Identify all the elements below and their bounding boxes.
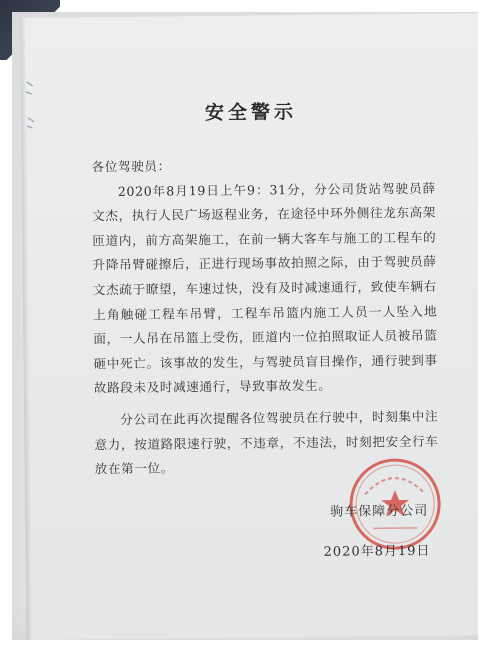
paragraph-incident: 2020年8月19日上午9：31分，分公司货站驾驶员薛文杰，执行人民广场返程业务，在途径中环外侧往龙东高架匝道内，前方高架施工，在前一辆大客车与施工的工程车的升降吊臂碰擦后，正进行现场事故拍照之际，由于驾驶员薛文杰疏于瞭望，车速过快，没有及时减速通行，致使车辆右上角触碰工程车吊臂，工程车吊篮内施工人员一人坠入地面，一人吊在吊篮上受伤，匝道内一位拍照取证人员被吊篮砸中死亡。该事故的发生，与驾驶员盲目操作，通行驶到事故路段未及时减速通行，导致事故发生。 — [91, 180, 438, 396]
paragraph-reminder: 分公司在此再次提醒各位驾驶员在行驶中，时刻集中注意力，按道路限速行驶，不违章，不违法，时刻把安全行车放在第一位。 — [94, 408, 439, 477]
salutation: 各位驾驶员： — [91, 158, 171, 175]
document-title: 安全警示 — [204, 101, 298, 125]
photo-frame — [12, 12, 478, 640]
document-body — [91, 152, 438, 482]
signature-org: 驹车保障分公司 — [330, 503, 429, 520]
paper-sheet — [20, 13, 478, 640]
signature-date: 2020年8月19日 — [323, 543, 431, 560]
